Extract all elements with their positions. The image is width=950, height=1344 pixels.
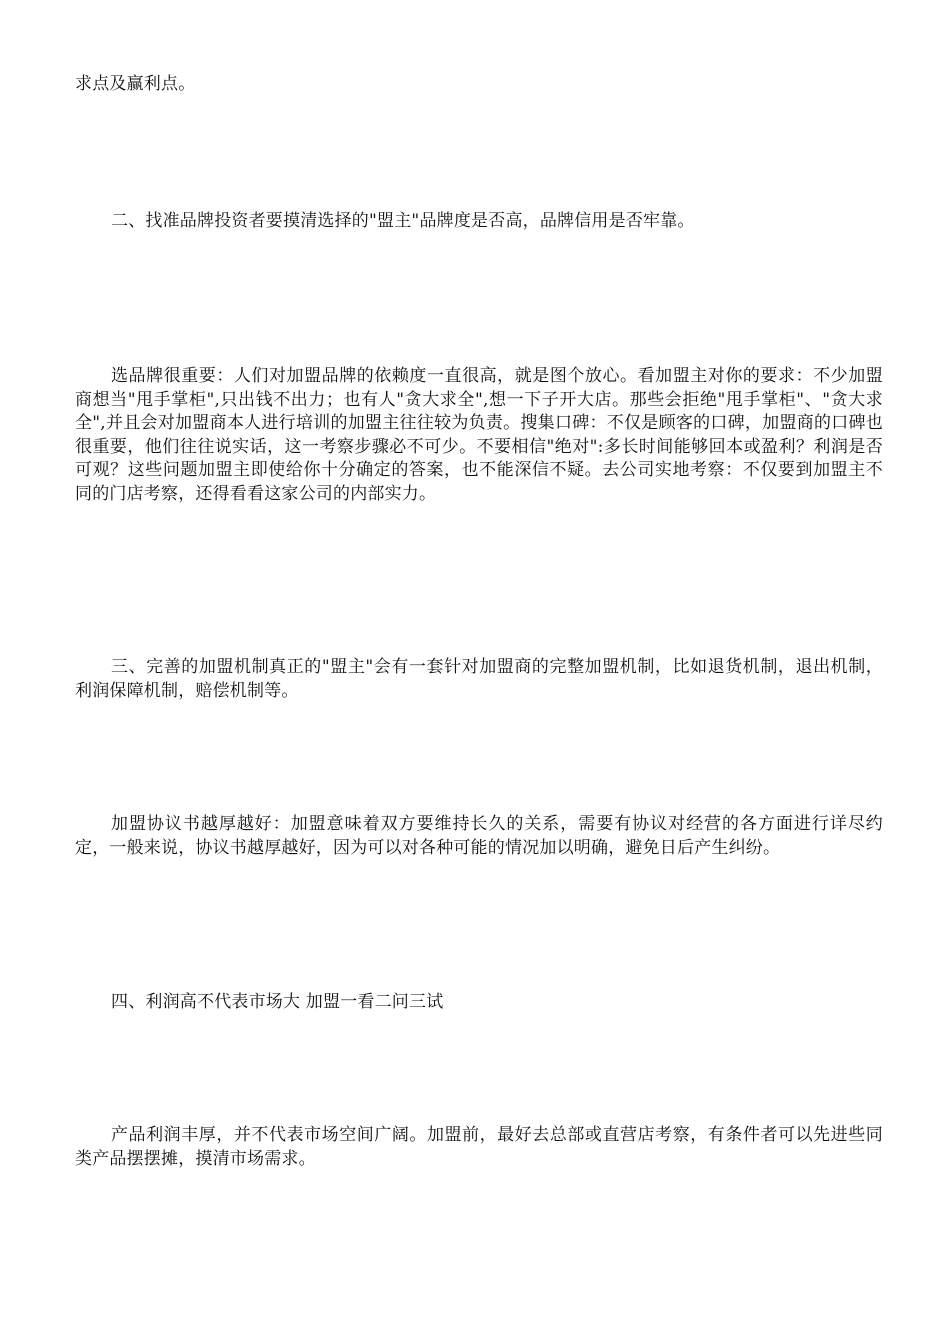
section-heading-3: 三、完善的加盟机制真正的"盟主"会有一套针对加盟商的完整加盟机制，比如退货机制，退出机制，利润保障机制，赔偿机制等。 <box>75 657 883 701</box>
paragraph-continuation: 求点及赢利点。 <box>75 74 196 94</box>
section-heading-4: 四、利润高不代表市场大 加盟一看二问三试 <box>111 992 444 1012</box>
section-heading-2: 二、找准品牌投资者要摸清选择的"盟主"品牌度是否高，品牌信用是否牢靠。 <box>111 211 695 231</box>
paragraph-agreement: 加盟协议书越厚越好：加盟意味着双方要维持长久的关系，需要有协议对经营的各方面进行详尽约定，一般来说，协议书越厚越好，因为可以对各种可能的情况加以明确，避免日后产生纠纷。 <box>75 814 883 858</box>
paragraph-profit-market: 产品利润丰厚，并不代表市场空间广阔。加盟前，最好去总部或直营店考察，有条件者可以先进些同类产品摆摆摊，摸清市场需求。 <box>75 1125 883 1169</box>
paragraph-brand-selection: 选品牌很重要：人们对加盟品牌的依赖度一直很高，就是图个放心。看加盟主对你的要求：不少加盟商想当"甩手掌柜",只出钱不出力；也有人"贪大求全",想一下子开大店。那些会拒绝"甩手掌柜"、"贪大求全",并且会对加盟商本人进行培训的加盟主往往较为负责。搜集口碑：不仅是顾客的口碑，加盟商的口碑也很重要，他们往往说实话，这一考察步骤必不可少。不要相信"绝对":多长时间能够回本或盈利？利润是否可观？这些问题加盟主即使给你十分确定的答案，也不能深信不疑。去公司实地考察：不仅要到加盟主不同的门店考察，还得看看这家公司的内部实力。 <box>75 366 883 504</box>
